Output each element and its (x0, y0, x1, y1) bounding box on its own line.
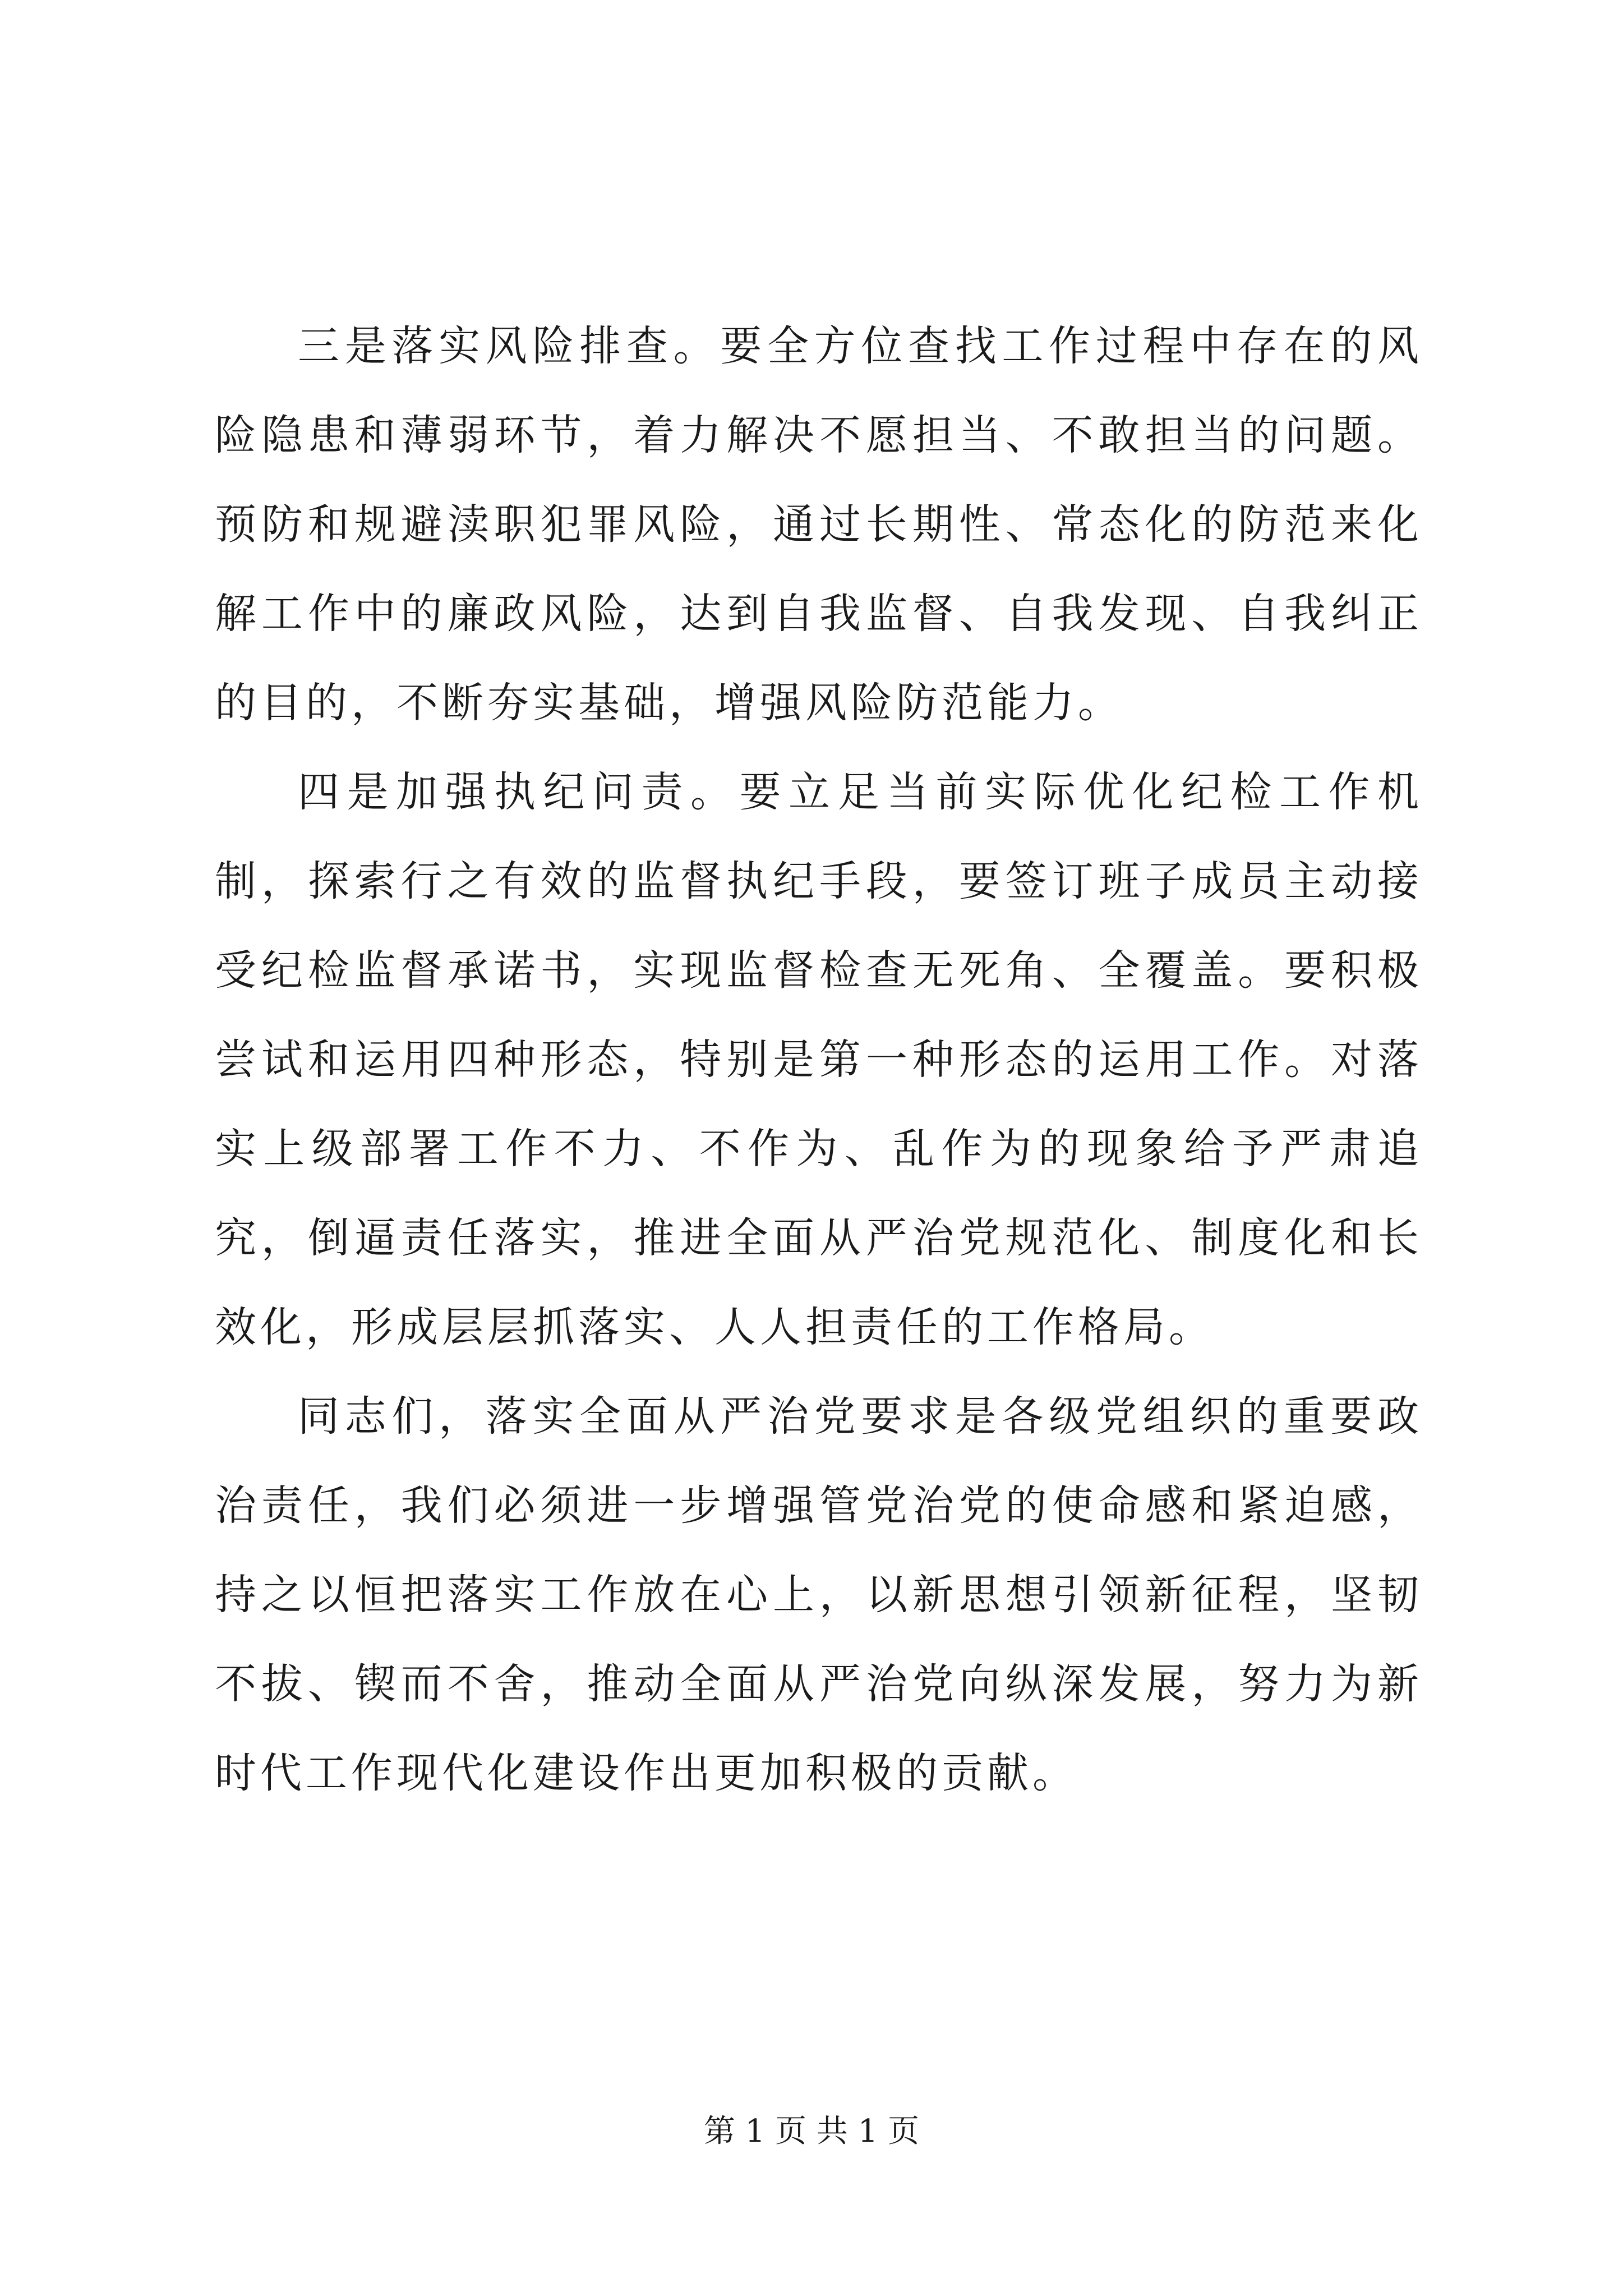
paragraph-closing-remarks: 同志们，落实全面从严治党要求是各级党组织的重要政治责任，我们必须进一步增强管党治党的使命感和紧迫感，持之以恒把落实工作放在心上，以新思想引领新征程，坚韧不拔、锲而不舍，推动全面从严治党向纵深发展，努力为新时代工作现代化建设作出更加积极的贡献。 (215, 1392, 1423, 1797)
paragraph-risk-screening: 三是落实风险排查。要全方位查找工作过程中存在的风险隐患和薄弱环节，着力解决不愿担当、不敢担当的问题。预防和规避渎职犯罪风险，通过长期性、常态化的防范来化解工作中的廉政风险，达到自我监督、自我发现、自我纠正的目的，不断夯实基础，增强风险防范能力。 (215, 322, 1423, 727)
paragraph-discipline-accountability: 四是加强执纪问责。要立足当前实际优化纪检工作机制，探索行之有效的监督执纪手段，要签订班子成员主动接受纪检监督承诺书，实现监督检查无死角、全覆盖。要积极尝试和运用四种形态，特别是第一种形态的运用工作。对落实上级部署工作不力、不作为、乱作为的现象给予严肃追究，倒逼责任落实，推进全面从严治党规范化、制度化和长效化，形成层层抓落实、人人担责任的工作格局。 (215, 768, 1423, 1351)
page-number-footer: 第 1 页 共 1 页 (703, 2113, 920, 2150)
document-body (215, 302, 1423, 1818)
